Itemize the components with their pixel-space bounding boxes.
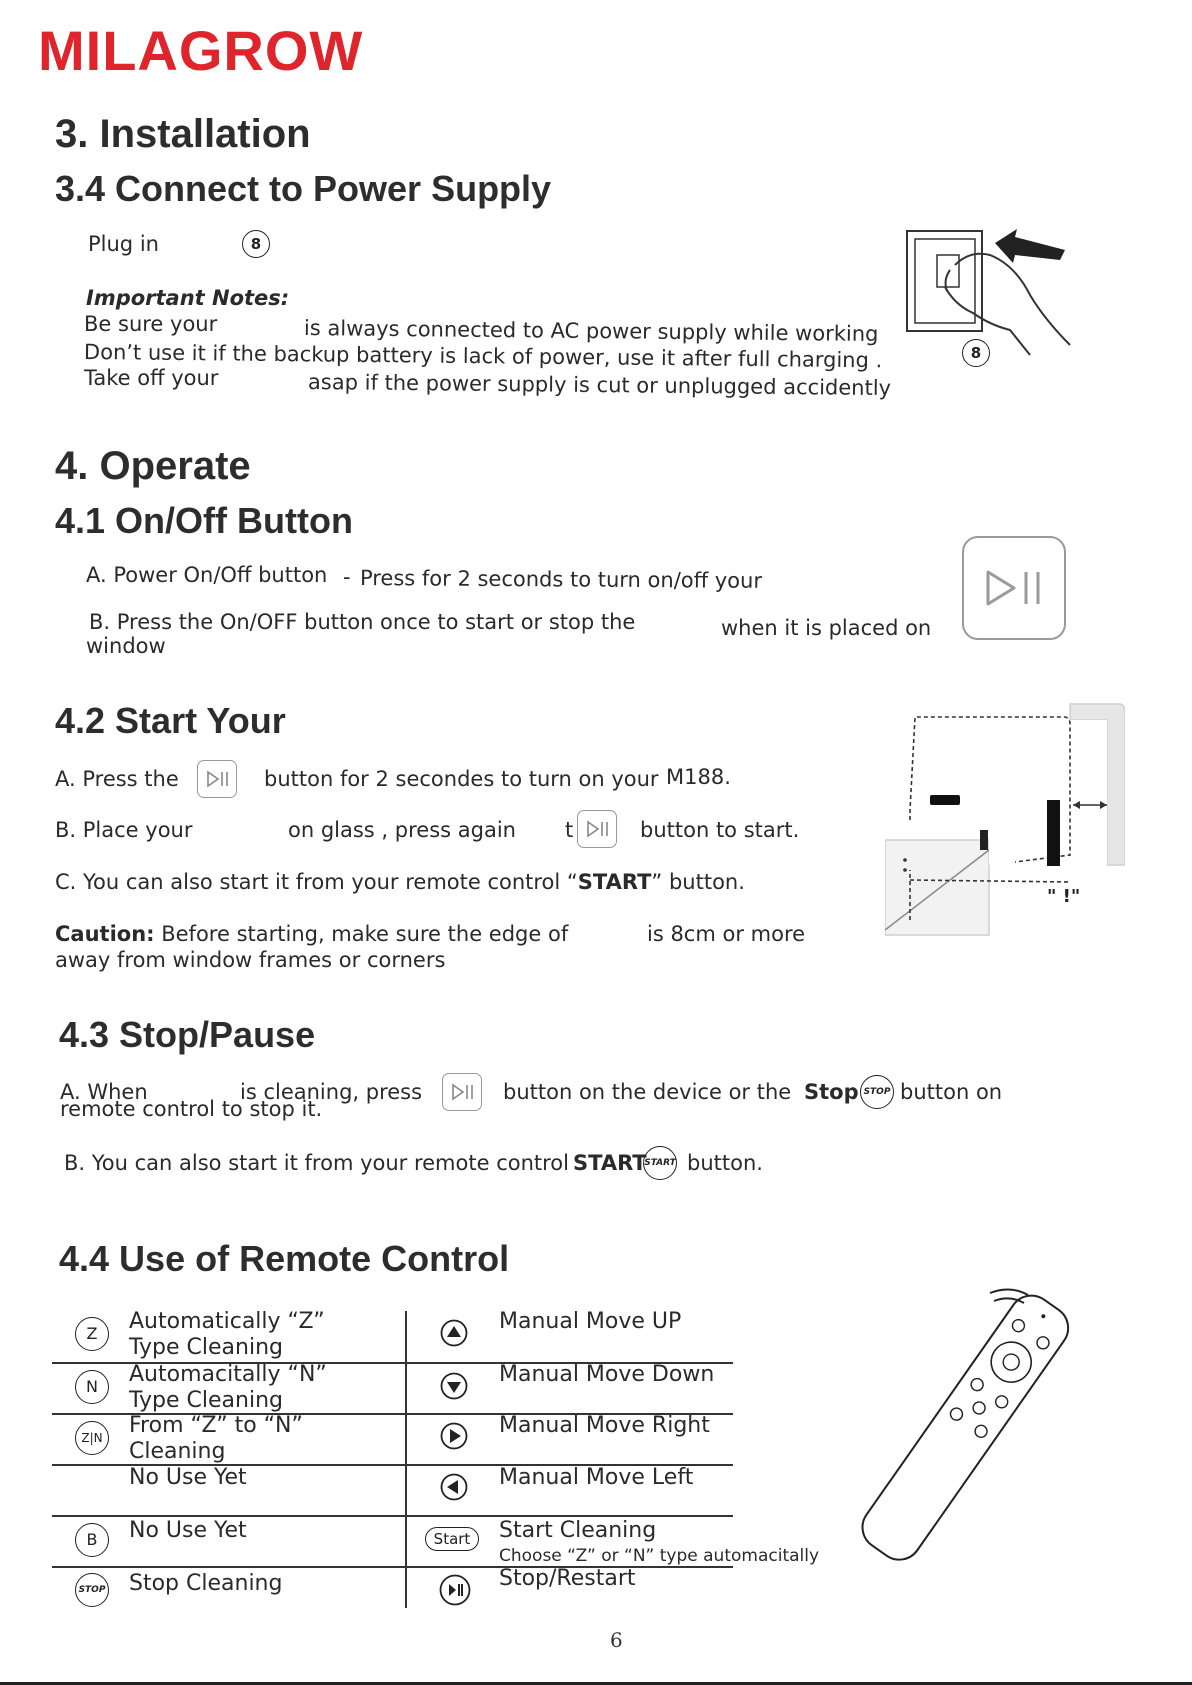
start-button-icon: START <box>643 1146 677 1180</box>
brand-logo: MILAGROW <box>38 19 364 82</box>
section-title-operate: 4. Operate <box>55 444 251 488</box>
table-divider <box>405 1311 407 1608</box>
n-mode-icon: N <box>75 1370 109 1404</box>
arrow-left-icon <box>440 1473 468 1501</box>
play-pause-icon-inline-b <box>577 810 617 848</box>
stop-a-line2: remote control to stop it. <box>60 1097 323 1121</box>
arrow-right-icon <box>440 1422 468 1450</box>
arrow-up-icon <box>440 1319 468 1347</box>
start-c-post: ” button. <box>651 870 745 894</box>
table-row-left-text: No Use Yet <box>129 1518 247 1543</box>
remote-control-illustration <box>840 1285 1080 1575</box>
table-row-left-text: No Use Yet <box>129 1465 247 1490</box>
figure-label: " !" <box>1047 886 1081 907</box>
onoff-a-label: A. Power On/Off button <box>86 563 328 587</box>
table-row-left-text: Automatically “Z” <box>129 1309 325 1334</box>
caution-text: Before starting, make sure the edge of <box>161 922 569 946</box>
start-b-pre: B. Place your <box>55 818 193 842</box>
z-to-n-mode-icon: Z|N <box>75 1421 109 1455</box>
note3-end: asap if the power supply is cut or unplugged accidently <box>307 370 892 401</box>
start-a-post: button for 2 secondes to turn on your <box>264 767 659 791</box>
caution-text3: away from window frames or corners <box>55 948 446 972</box>
stop-a-when: A. When <box>60 1080 148 1104</box>
play-pause-icon-inline-c <box>442 1073 482 1111</box>
start-b-post: button to start. <box>640 818 800 842</box>
table-row-right-text: Manual Move Down <box>499 1362 715 1387</box>
onoff-b-text3: window <box>86 634 166 658</box>
table-row-right-text: Stop/Restart <box>499 1566 636 1591</box>
table-rule <box>52 1515 733 1517</box>
arrow-down-icon <box>440 1372 468 1400</box>
subsection-title-start: 4.2 Start Your <box>55 700 286 741</box>
note1-start: Be sure your <box>84 312 218 336</box>
table-row-left-text: Cleaning <box>129 1439 226 1464</box>
start-a-model: M188. <box>666 765 731 789</box>
page-number: 6 <box>610 1628 623 1652</box>
window-placement-illustration <box>885 700 1125 940</box>
stop-a-stop-bold: Stop <box>804 1080 859 1104</box>
stop-b-pre: B. You can also start it from your remote control <box>64 1151 569 1175</box>
start-b-ghost: t <box>565 818 574 842</box>
table-row-left-text: Automacitally “N” <box>129 1362 327 1387</box>
stop-b-post: button. <box>687 1151 763 1175</box>
play-pause-icon-inline-a <box>197 760 237 798</box>
figure-badge-icon: 8 <box>962 339 990 367</box>
stop-b-bold: START <box>573 1151 647 1175</box>
table-row-left-text: Type Cleaning <box>129 1335 283 1360</box>
start-b-mid: on glass , press again <box>288 818 516 842</box>
stop-a-post2: button on <box>900 1080 1003 1104</box>
b-button-icon: B <box>75 1523 109 1557</box>
table-row-right-text: Manual Move Right <box>499 1413 710 1438</box>
play-pause-round-icon <box>439 1574 471 1606</box>
plug-in-text: Plug in <box>88 232 159 256</box>
important-notes-title: Important Notes: <box>86 286 290 310</box>
table-row-left-text: Type Cleaning <box>129 1388 283 1413</box>
onoff-a-text: Press for 2 seconds to turn on/off your <box>359 566 763 593</box>
table-row-right-text: Manual Move UP <box>499 1309 682 1334</box>
table-row-left-text: From “Z” to “N” <box>129 1413 303 1438</box>
onoff-b-text2: when it is placed on <box>721 616 932 640</box>
subsection-title-stop: 4.3 Stop/Pause <box>59 1014 316 1055</box>
stop-a-cleaning: is cleaning, press <box>240 1080 423 1104</box>
subsection-title-onoff: 4.1 On/Off Button <box>55 500 353 541</box>
table-row-right-text: Start Cleaning <box>499 1518 657 1543</box>
subsection-title-power-supply: 3.4 Connect to Power Supply <box>55 168 552 209</box>
start-c-pre: C. You can also start it from your remote control “ <box>55 870 578 894</box>
plug-in-illustration <box>895 225 1085 370</box>
start-c-bold: START <box>577 870 652 894</box>
note2: Don’t use it if the backup battery is lack of power, use it after full charging . <box>83 340 883 373</box>
table-row-right-subtext: Choose “Z” or “N” type automacitally <box>499 1546 820 1566</box>
stop-cleaning-icon: STOP <box>75 1573 109 1607</box>
z-mode-icon: Z <box>75 1317 109 1351</box>
onoff-a-dash: - <box>343 565 351 589</box>
play-pause-icon <box>964 538 1064 638</box>
plug-badge-icon: 8 <box>242 230 270 258</box>
start-pill-icon: Start <box>425 1527 479 1551</box>
note1-end: is always connected to AC power supply while working <box>303 316 879 347</box>
onoff-b-text: B. Press the On/OFF button once to start or stop the <box>89 610 636 634</box>
start-c-line <box>55 870 745 894</box>
caution-text2: is 8cm or more <box>647 922 806 946</box>
table-row-left-text: Stop Cleaning <box>129 1571 283 1596</box>
stop-button-icon: STOP <box>860 1075 894 1109</box>
power-button-illustration <box>962 536 1066 640</box>
note3-start: Take off your <box>84 366 219 390</box>
caution-bold: Caution: <box>55 922 155 946</box>
stop-a-post: button on the device or the <box>503 1080 792 1104</box>
section-title-installation: 3. Installation <box>55 112 311 156</box>
caution-line <box>55 922 568 946</box>
subsection-title-remote: 4.4 Use of Remote Control <box>59 1238 510 1279</box>
table-row-right-text: Manual Move Left <box>499 1465 694 1490</box>
start-a-pre: A. Press the <box>55 767 179 791</box>
